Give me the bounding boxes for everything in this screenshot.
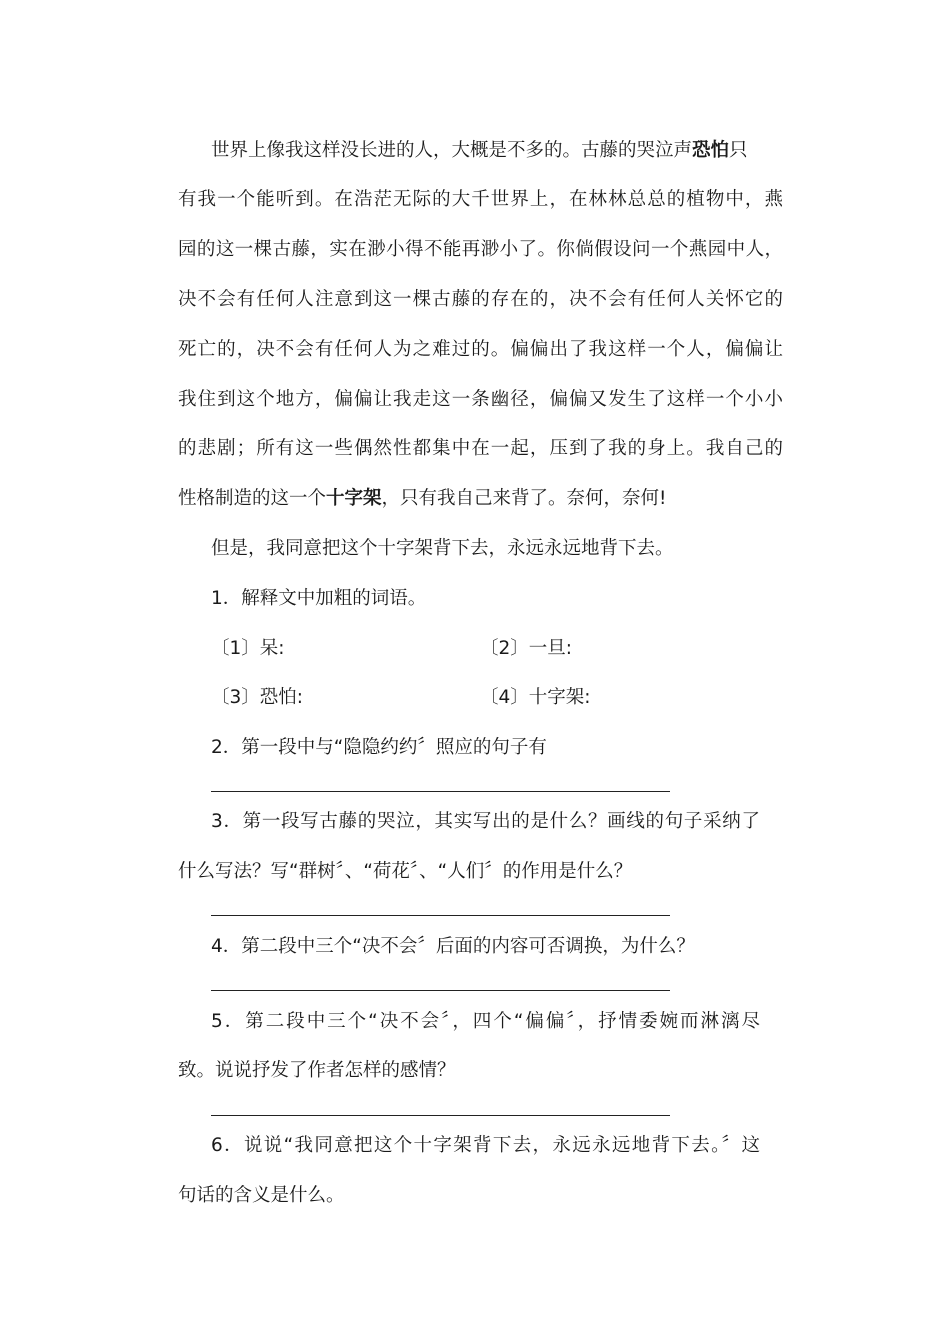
passage-line-2: 有我一个能听到。在浩茫无际的大千世界上，在林林总总的植物中，燕 [178,189,783,210]
answer-blank-q5[interactable] [211,1115,670,1116]
text-run: 性格制造的这一个 [178,488,327,509]
question-3-line-2: 什么写法？写“群树〞、“荷花〞、“人们〞的作用是什么？ [178,861,633,882]
question-2: 2．第一段中与“隐隐约约〞照应的句子有 [211,737,547,758]
q1-item-1: 〔1〕呆: [211,638,285,659]
q1-item-4: 〔4〕十字架: [480,687,591,708]
passage-line-4: 决不会有任何人注意到这一棵古藤的存在的，决不会有任何人关怀它的 [178,289,783,310]
question-5-line-2: 致。说说抒发了作者怎样的感情？ [178,1060,456,1081]
bold-term-kongpa: 恐怕 [692,140,730,161]
passage-line-5: 死亡的，决不会有任何人为之难过的。偏偏出了我这样一个人，偏偏让 [178,339,783,360]
bold-term-shizijia: 十字架 [326,488,382,509]
passage-line-3: 园的这一棵古藤，实在渺小得不能再渺小了。你倘假设问一个燕园中人， [178,239,783,260]
answer-blank-q2[interactable] [211,791,670,792]
question-4: 4．第二段中三个“决不会〞后面的内容可否调换，为什么？ [211,936,695,957]
question-3-line-1: 3．第一段写古藤的哭泣，其实写出的是什么？画线的句子采纳了 [211,811,760,832]
answer-blank-q3[interactable] [211,915,670,916]
passage-line-8 [178,487,783,511]
passage-line-1 [211,139,783,163]
question-6-line-2: 句话的含义是什么。 [178,1185,345,1206]
question-6-line-1: 6．说说“我同意把这个十字架背下去，永远永远地背下去。〞这 [211,1135,760,1156]
text-run: 只 [729,140,748,161]
passage-line-7: 的悲剧；所有这一些偶然性都集中在一起，压到了我的身上。我自己的 [178,438,783,459]
question-1: 1．解释文中加粗的词语。 [211,588,427,609]
passage-paragraph-2: 但是，我同意把这个十字架背下去，永远永远地背下去。 [211,538,674,559]
text-run: ，只有我自己来背了。奈何，奈何! [381,488,667,509]
q1-item-2: 〔2〕一旦: [480,638,573,659]
answer-blank-q4[interactable] [211,990,670,991]
question-5-line-1: 5．第二段中三个“决不会〞，四个“偏偏〞，抒情委婉而淋漓尽 [211,1011,760,1032]
q1-item-3: 〔3〕恐怕: [211,687,304,708]
passage-line-6: 我住到这个地方，偏偏让我走这一条幽径，偏偏又发生了这样一个小小 [178,389,783,410]
text-run: 世界上像我这样没长进的人，大概是不多的。古藤的哭泣声 [211,140,693,161]
